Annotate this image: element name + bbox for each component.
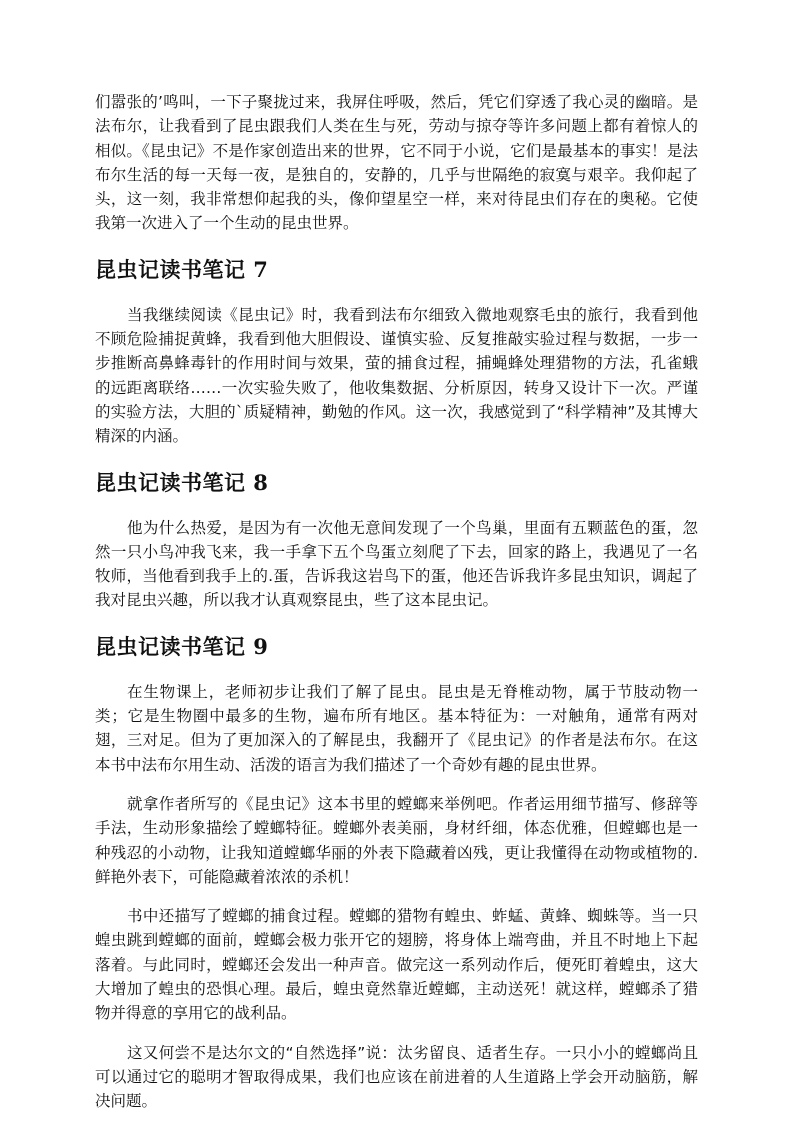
section-9-paragraph-4: 这又何尝不是达尔文的“自然选择”说：汰劣留良、适者生存。一只小小的螳螂尚且可以通过它的聪明才智取得成果，我们也应该在前进着的人生道路上学会开动脑筋，解决问题。 <box>95 1043 698 1111</box>
section-9-paragraph-1: 在生物课上，老师初步让我们了解了昆虫。昆虫是无脊椎动物，属于节肢动物一类；它是生物圈中最多的生物，遍布所有地区。基本特征为：一对触角，通常有两对翅，三对足。但为了更加深入的了解昆虫，我翻开了《昆虫记》的作者是法布尔。在这本书中法布尔用生动、活泼的语言为我们描述了一个奇妙有趣的昆虫世界。 <box>95 682 698 774</box>
section-8-paragraph-1: 他为什么热爱，是因为有一次他无意间发现了一个鸟巢，里面有五颗蓝色的蛋，忽然一只小鸟冲我飞来，我一手拿下五个鸟蛋立刻爬了下去，回家的路上，我遇见了一名牧师，当他看到我手上的.蛋，告诉我这岩鸟下的蛋，他还告诉我许多昆虫知识，调起了我对昆虫兴趣，所以我才认真观察昆虫，些了这本昆虫记。 <box>95 518 698 610</box>
section-7-paragraph-1: 当我继续阅读《昆虫记》时，我看到法布尔细致入微地观察毛虫的旅行，我看到他不顾危险捕捉黄蜂，我看到他大胆假设、谨慎实验、反复推敲实验过程与数据，一步一步推断高鼻蜂毒针的作用时间与效果，萤的捕食过程，捕蝇蜂处理猎物的方法，孔雀蛾的远距离联络……一次实验失败了，他收集数据、分析原因，转身又设计下一次。严谨的实验方法，大胆的`质疑精神，勤勉的作风。这一次，我感觉到了“科学精神”及其博大精深的内涵。 <box>95 305 698 446</box>
section-8-title: 昆虫记读书笔记 8 <box>95 469 269 495</box>
section-7-title: 昆虫记读书笔记 7 <box>95 256 269 282</box>
section-9-title: 昆虫记读书笔记 9 <box>95 633 269 659</box>
section-9-paragraph-3: 书中还描写了螳螂的捕食过程。螳螂的猎物有蝗虫、蚱蜢、黄蜂、蜘蛛等。当一只蝗虫跳到螳螂的面前，螳螂会极力张开它的翅膀，将身体上端弯曲，并且不时地上下起落着。与此同时，螳螂还会发出一种声音。做完这一系列动作后，便死盯着蝗虫，这大大增加了蝗虫的恐惧心理。最后，蝗虫竟然靠近螳螂，主动送死！就这样，螳螂杀了猎物并得意的享用它的战利品。 <box>95 907 698 1023</box>
intro-paragraph: 们嚣张的’鸣叫，一下子聚拢过来，我屏住呼吸，然后，凭它们穿透了我心灵的幽暗。是法布尔，让我看到了昆虫跟我们人类在生与死，劳动与掠夺等许多问题上都有着惊人的相似。《昆虫记》不是作家创造出来的世界，它不同于小说，它们是最基本的事实！是法布尔生活的每一天每一夜，是独自的，安静的，几乎与世隔绝的寂寞与艰辛。我仰起了头，这一刻，我非常想仰起我的头，像仰望星空一样，来对待昆虫们存在的奥秘。它使我第一次进入了一个生动的昆虫世界。 <box>95 93 698 233</box>
document-page <box>95 90 698 1114</box>
section-9-paragraph-2: 就拿作者所写的《昆虫记》这本书里的螳螂来举例吧。作者运用细节描写、修辞等手法，生动形象描绘了螳螂特征。螳螂外表美丽，身材纤细，体态优雅，但螳螂也是一种残忍的小动物，让我知道螳螂华丽的外表下隐藏着凶残，更让我懂得在动物或植物的.鲜艳外表下，可能隐藏着浓浓的杀机！ <box>95 794 698 886</box>
